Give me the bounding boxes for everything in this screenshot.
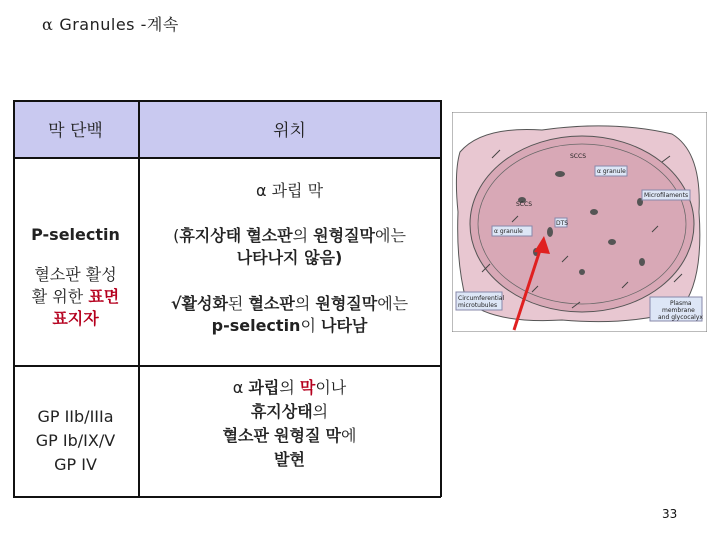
protein-p-selectin: P-selectin	[31, 225, 120, 244]
header-protein: 막 단백	[48, 121, 103, 141]
alpha-symbol: α	[42, 15, 54, 34]
label-alpha-granule-1: α granule	[597, 168, 626, 175]
glycoprotein-location: α 과립의 막이나 휴지상태의 혈소판 원형질 막에 발현	[222, 378, 357, 469]
slide-title	[42, 12, 179, 35]
label-alpha-granule-2: α granule	[494, 228, 523, 235]
label-circumferential: Circumferential	[458, 295, 505, 302]
platelet-diagram	[452, 112, 707, 332]
protein-location-table	[13, 100, 441, 497]
svg-text:and glycocalyx: and glycocalyx	[658, 314, 703, 321]
header-location: 위치	[273, 121, 306, 141]
label-sccs-mid: SCCS	[516, 201, 532, 208]
svg-text:microtubules: microtubules	[458, 302, 498, 309]
protein-description: 혈소판 활성 활 위한 표면 표지자	[31, 265, 120, 328]
label-dts: DTS	[556, 220, 569, 227]
platelet-body	[470, 136, 694, 312]
location-activated: √활성화된 혈소판의 원형질막에는 p-selectin이 나타남	[170, 294, 409, 335]
table-border-top	[13, 100, 441, 102]
svg-text:membrane: membrane	[662, 307, 695, 314]
label-plasma-membrane: Plasma	[670, 300, 692, 307]
location-resting: (휴지상태 혈소판의 원형질막에는 나타나지 않음)	[173, 226, 406, 267]
section-title: α 과립 막	[255, 181, 324, 200]
table-border-bottom	[13, 496, 441, 498]
label-microfilaments: Microfilaments	[644, 192, 689, 199]
label-sccs-top: SCCS	[570, 153, 586, 160]
row-rule	[13, 365, 441, 367]
title-text: Granules -계속	[59, 15, 179, 34]
header-rule	[13, 157, 441, 159]
page-number: 33	[662, 507, 678, 521]
glycoprotein-list: GP IIb/IIIa GP Ib/IX/V GP IV	[35, 407, 116, 474]
